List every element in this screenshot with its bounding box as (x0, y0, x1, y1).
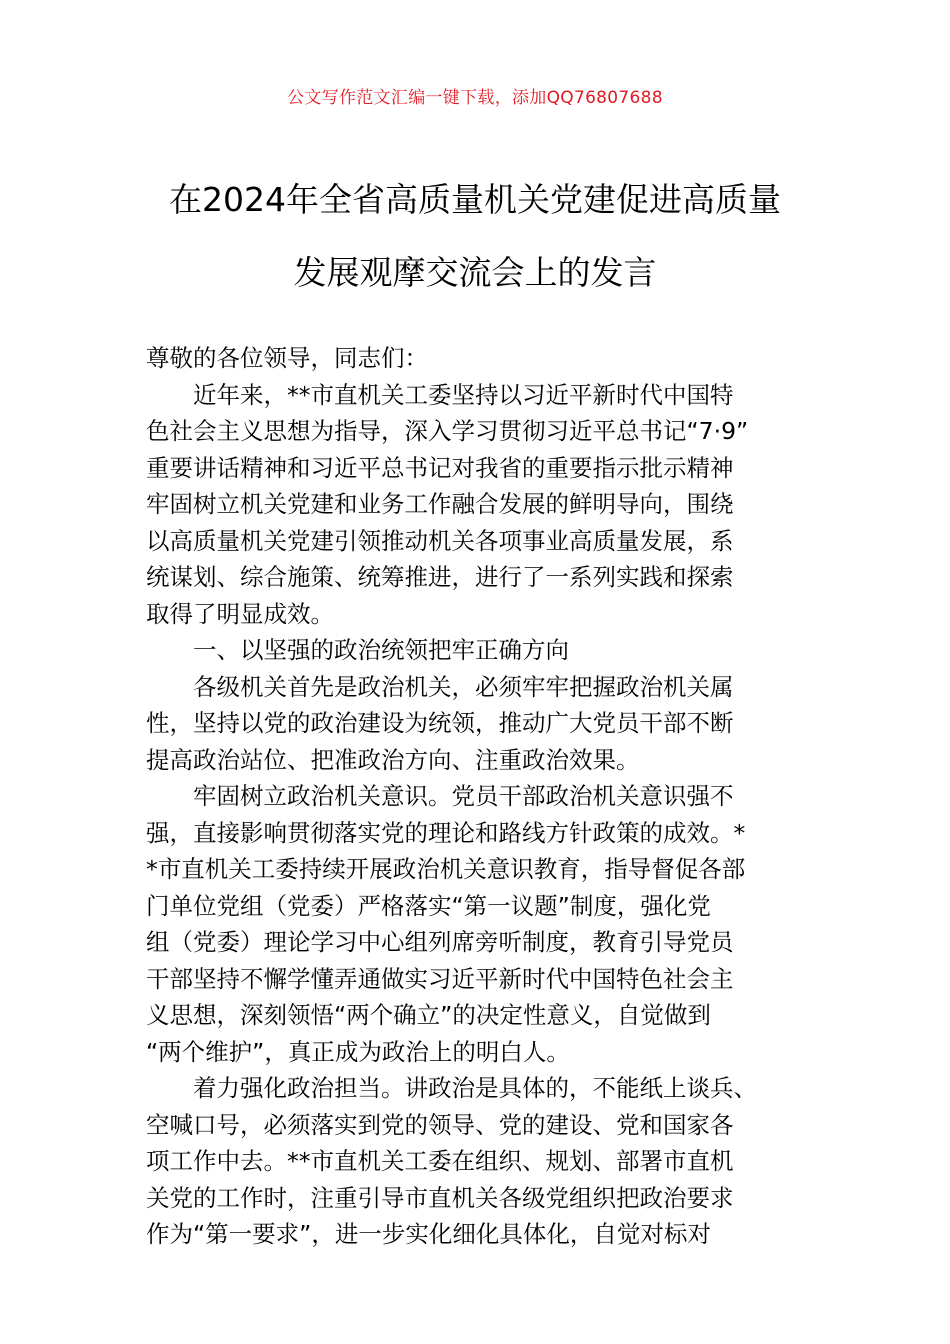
paragraph-line: 门单位党组（党委）严格落实“第一议题”制度，强化党 (146, 891, 711, 920)
paragraph-line: 取得了明显成效。 (146, 599, 334, 628)
paragraph-line: 着力强化政治担当。讲政治是具体的，不能纸上谈兵、 (193, 1074, 757, 1102)
paragraph-line: “两个维护”，真正成为政治上的明白人。 (146, 1037, 570, 1066)
download-banner: 公文写作范文汇编一键下载，添加QQ76807688 (287, 88, 663, 108)
paragraph-line: 近年来，**市直机关工委坚持以习近平新时代中国特 (193, 380, 734, 409)
document-body (146, 340, 812, 1253)
paragraph-line: 色社会主义思想为指导，深入学习贯彻习近平总书记“7·9” (146, 417, 749, 445)
salutation: 尊敬的各位领导，同志们： (146, 344, 428, 372)
paragraph-line: 干部坚持不懈学懂弄通做实习近平新时代中国特色社会主 (146, 964, 734, 993)
paragraph-line: 牢固树立机关党建和业务工作融合发展的鲜明导向，围绕 (146, 490, 734, 518)
paragraph-line: 关党的工作时，注重引导市直机关各级党组织把政治要求 (146, 1183, 734, 1212)
paragraph-line: 强，直接影响贯彻落实党的理论和路线方针政策的成效。* (146, 818, 746, 847)
paragraph-line: 项工作中去。**市直机关工委在组织、规划、部署市直机 (146, 1147, 734, 1175)
document-title-line-1: 在2024年全省高质量机关党建促进高质量 (169, 180, 781, 219)
paragraph-line: 空喊口号，必须落实到党的领导、党的建设、党和国家各 (146, 1110, 734, 1139)
paragraph-line: 性，坚持以党的政治建设为统领，推动广大党员干部不断 (146, 709, 734, 737)
paragraph-line: 以高质量机关党建引领推动机关各项事业高质量发展，系 (146, 526, 734, 555)
paragraph-line: *市直机关工委持续开展政治机关意识教育，指导督促各部 (146, 855, 746, 883)
paragraph-line: 统谋划、综合施策、统筹推进，进行了一系列实践和探索 (146, 563, 734, 591)
paragraph-line: 作为“第一要求”，进一步实化细化具体化，自觉对标对 (146, 1220, 711, 1248)
paragraph-line: 重要讲话精神和习近平总书记对我省的重要指示批示精神 (146, 453, 734, 482)
paragraph-line: 各级机关首先是政治机关，必须牢牢把握政治机关属 (193, 672, 734, 701)
paragraph-line: 组（党委）理论学习中心组列席旁听制度，教育引导党员 (146, 928, 734, 956)
document-title-line-2: 发展观摩交流会上的发言 (293, 253, 657, 292)
paragraph-line: 提高政治站位、把准政治方向、注重政治效果。 (146, 745, 640, 774)
paragraph-line: 义思想，深刻领悟“两个确立”的决定性意义，自觉做到 (146, 1001, 711, 1029)
section-heading: 一、以坚强的政治统领把牢正确方向 (193, 636, 569, 664)
paragraph-line: 牢固树立政治机关意识。党员干部政治机关意识强不 (193, 782, 734, 810)
